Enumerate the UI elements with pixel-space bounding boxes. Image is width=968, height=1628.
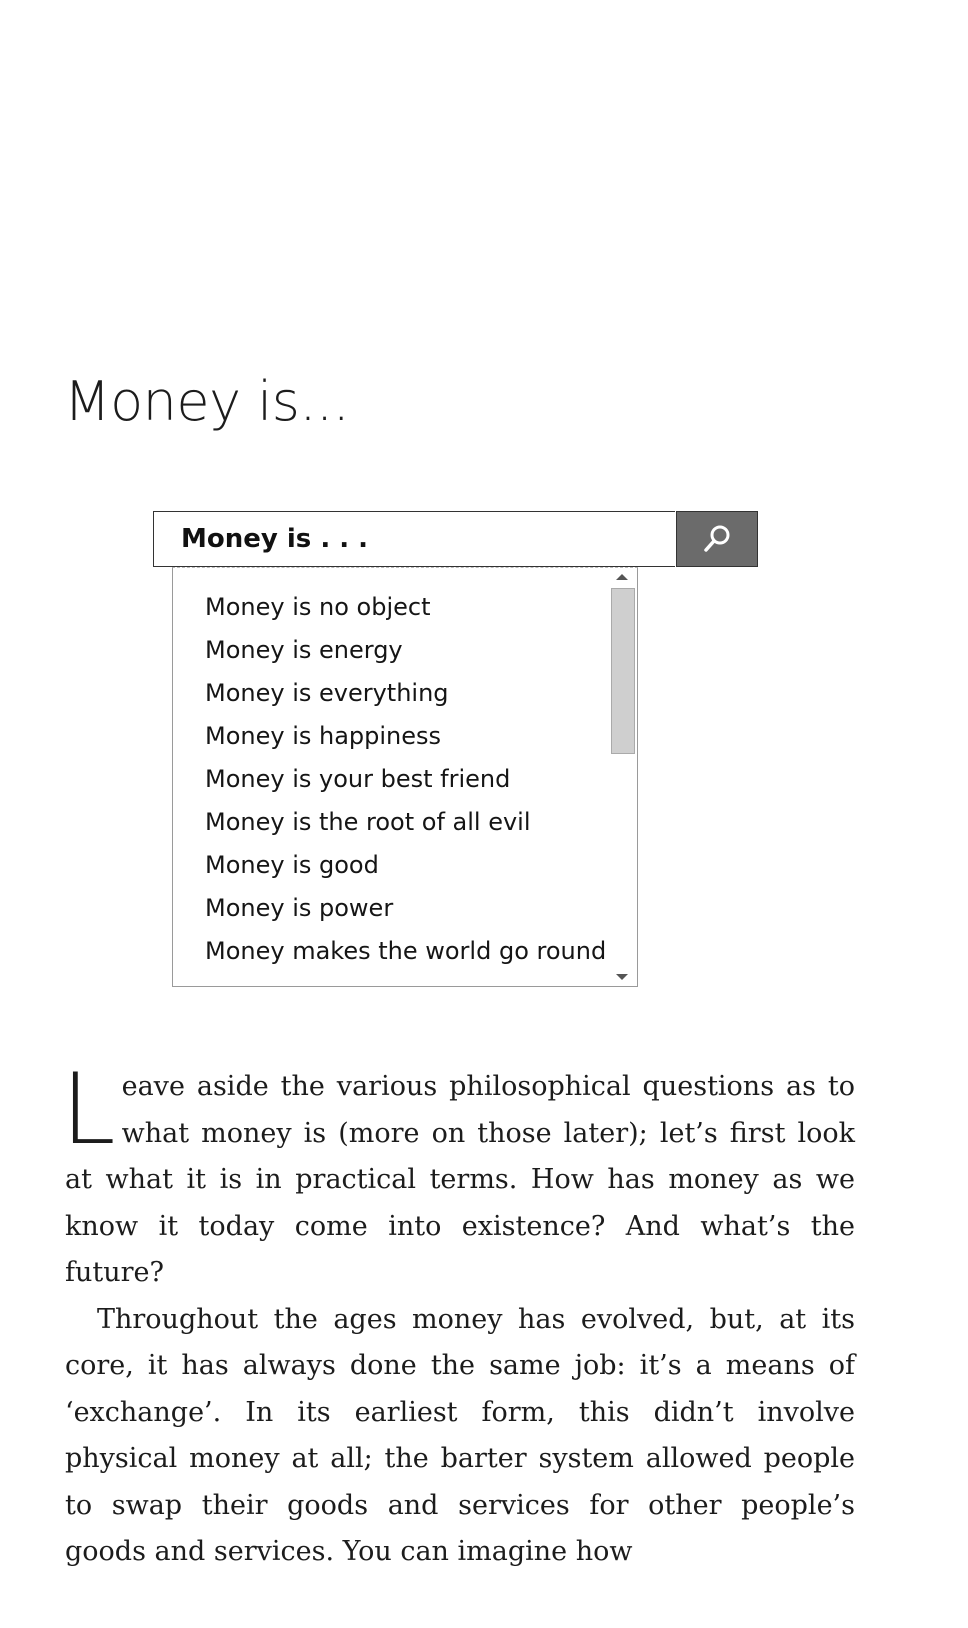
body-text (61, 1053, 855, 1576)
scroll-up-icon[interactable] (616, 574, 628, 580)
suggestion-item[interactable]: Money is good (205, 851, 379, 879)
suggestion-item[interactable]: Money is your best friend (205, 765, 511, 793)
search-button[interactable] (676, 511, 758, 567)
scroll-down-icon[interactable] (616, 974, 628, 980)
suggestion-item[interactable]: Money is the root of all evil (205, 808, 531, 836)
paragraph-1 (61, 1053, 855, 1297)
suggestion-item[interactable]: Money is everything (205, 679, 449, 707)
paragraph-1-text: eave aside the various philosophical questions as to what money is (more on those later); let’s first look at what it is in practical terms. How has money as we know it today come into existence? And what’s the future? (65, 1071, 855, 1288)
suggestions-list (205, 586, 606, 973)
suggestion-item[interactable]: Money is power (205, 894, 394, 922)
suggestions-dropdown (172, 567, 638, 987)
suggestion-item[interactable]: Money makes the world go round (205, 937, 607, 965)
page-title: Money is... (64, 370, 350, 433)
suggestion-item[interactable]: Money is happiness (205, 722, 442, 750)
dropdown-scrollbar[interactable] (611, 572, 635, 982)
scroll-thumb[interactable] (611, 588, 635, 754)
drop-cap: L (61, 1053, 116, 1167)
suggestion-item[interactable]: Money is no object (205, 593, 431, 621)
paragraph-2: Throughout the ages money has evolved, but, at its core, it has always done the same job: it’s a means of ‘exchange’. In its earliest form, this didn’t involve physical money at all; the barter system allowed people to swap their goods and services for other people’s goods and services. You can imagine how (65, 1303, 855, 1567)
suggestion-item[interactable]: Money is energy (205, 636, 403, 664)
search-input[interactable] (181, 524, 641, 554)
search-icon (700, 522, 734, 556)
search-box[interactable] (153, 511, 675, 567)
